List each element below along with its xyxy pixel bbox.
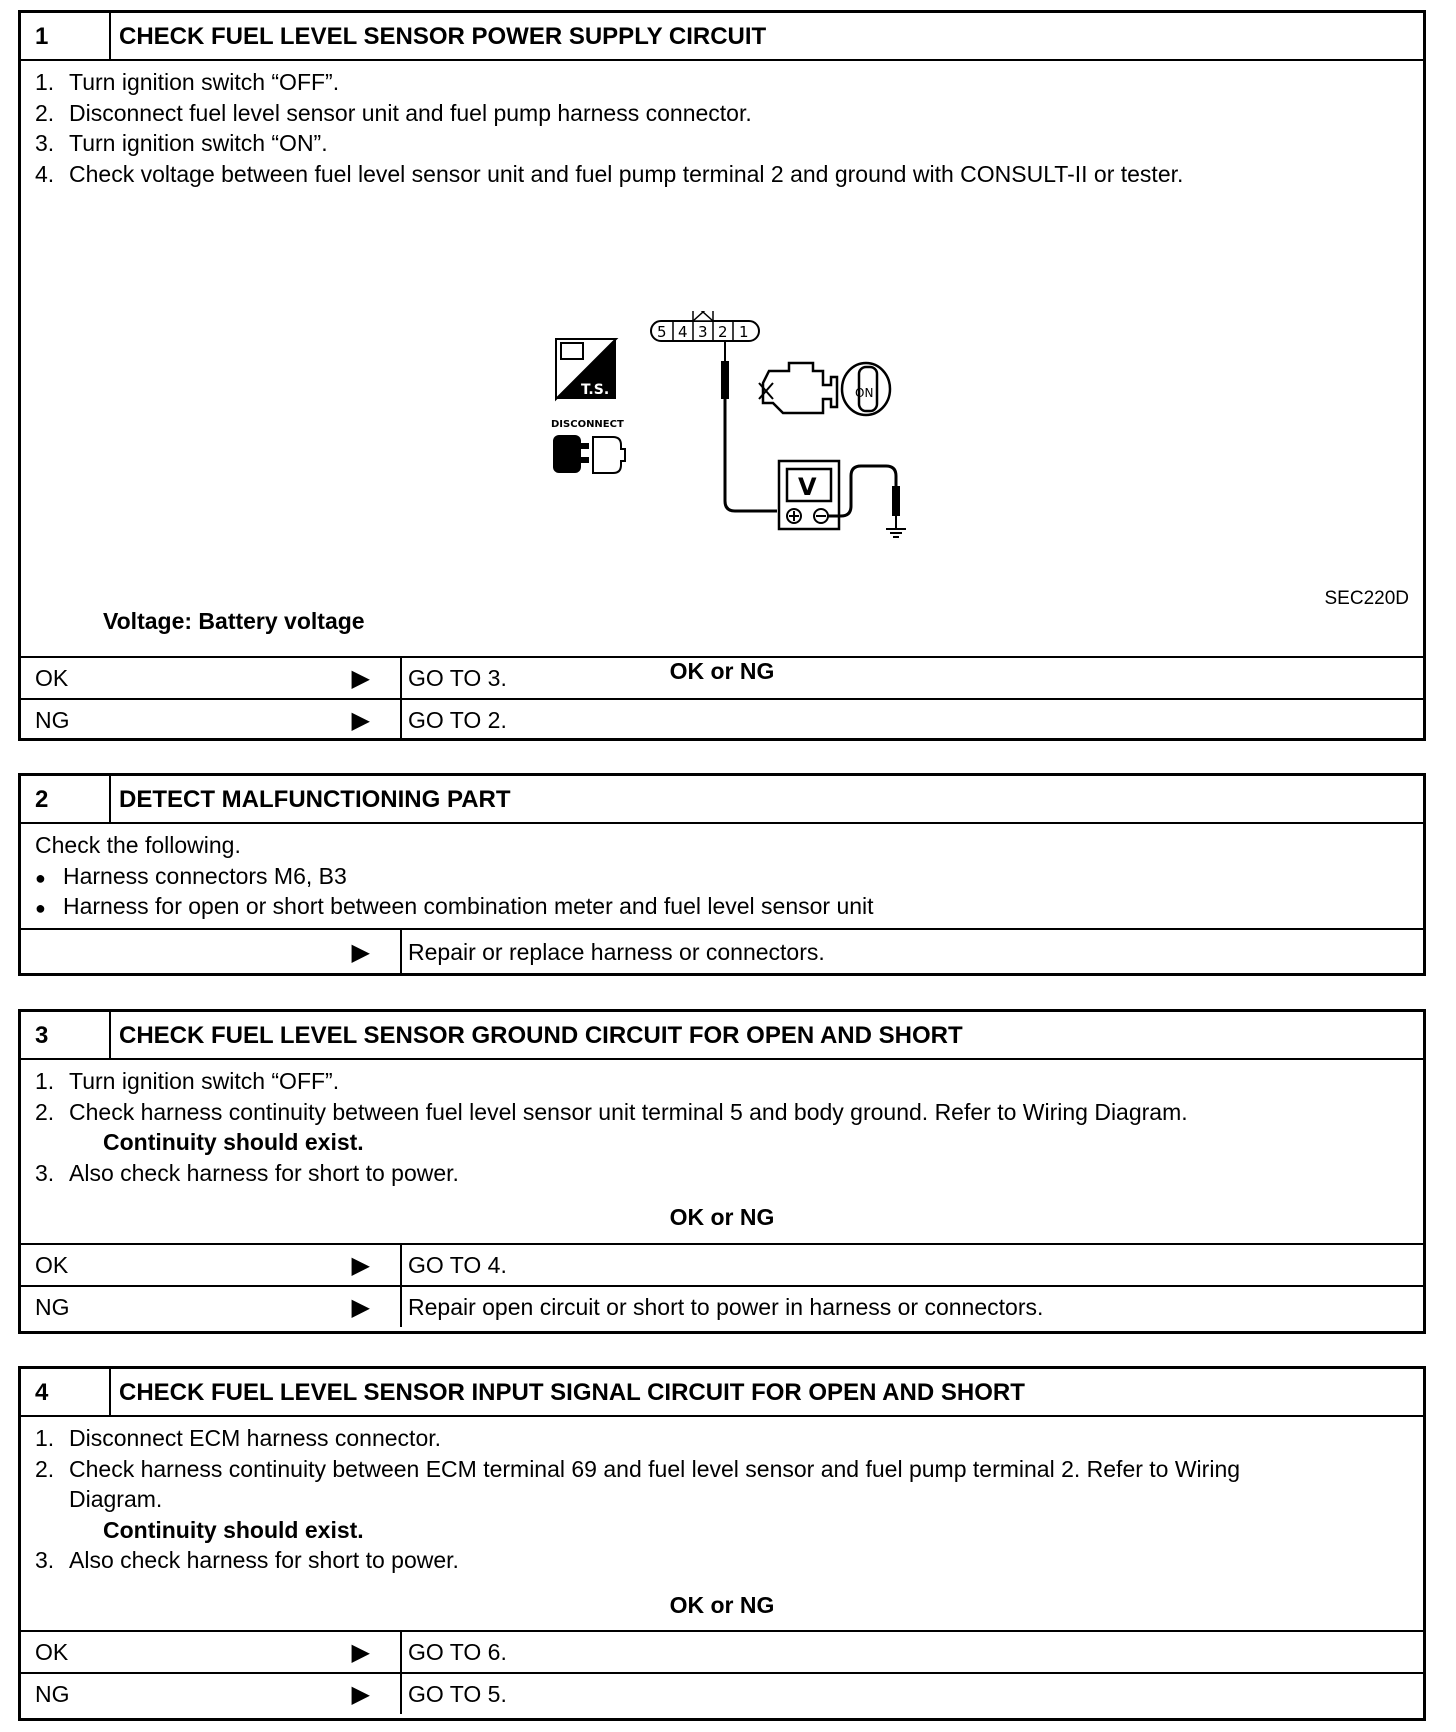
arrow-right-icon: ▶	[351, 664, 370, 692]
step-3-body	[21, 1060, 1423, 1243]
ok-row	[21, 1630, 1423, 1672]
spec-continuity: Continuity should exist.	[103, 1516, 364, 1543]
disconnect-icon	[551, 419, 625, 473]
bullet-item: ● Harness for open or short between combination meter and fuel level sensor unit	[35, 891, 1409, 922]
arrow-right-icon: ▶	[351, 706, 370, 734]
step-title: CHECK FUEL LEVEL SENSOR GROUND CIRCUIT FOR OPEN AND SHORT	[119, 1022, 963, 1049]
ng-row	[21, 698, 1423, 740]
ok-or-ng-label: OK or NG	[669, 1591, 775, 1618]
spec-continuity: Continuity should exist.	[103, 1129, 364, 1155]
ng-row	[21, 1285, 1423, 1327]
ok-result: GO TO 4.	[408, 1251, 507, 1278]
arrow-right-icon: ▶	[351, 1680, 370, 1708]
instruction-2-continued: Diagram.	[69, 1486, 163, 1512]
arrow-right-icon: ▶	[351, 1638, 370, 1666]
ng-result: GO TO 2.	[408, 706, 507, 733]
step-3-header	[21, 1012, 1423, 1060]
step-title: CHECK FUEL LEVEL SENSOR INPUT SIGNAL CIRCUIT FOR OPEN AND SHORT	[119, 1379, 1025, 1406]
instruction-2: 2. Check harness continuity between fuel level sensor unit terminal 5 and body ground. Refer to Wiring Diagram.	[35, 1098, 1188, 1125]
result-row	[21, 928, 1423, 974]
test-lead-positive	[721, 341, 777, 511]
pin-4-label: 4	[678, 323, 688, 341]
ok-label: OK	[35, 1251, 69, 1278]
instruction-3: 3. Also check harness for short to power.	[35, 1547, 459, 1573]
engine-icon	[759, 363, 837, 413]
voltmeter-icon	[779, 461, 839, 529]
ts-label: T.S.	[581, 382, 610, 398]
ng-result: GO TO 5.	[408, 1680, 507, 1707]
figure-code: SEC220D	[1324, 588, 1409, 609]
ok-result: GO TO 6.	[408, 1638, 507, 1665]
arrow-right-icon: ▶	[351, 1293, 370, 1321]
ok-row	[21, 1243, 1423, 1285]
ng-result: Repair open circuit or short to power in harness or connectors.	[408, 1293, 1044, 1320]
key-on-label: ON	[855, 386, 874, 400]
step-number: 2	[21, 776, 111, 822]
arrow-right-icon: ▶	[351, 1251, 370, 1279]
step-3-box	[18, 1009, 1426, 1334]
bullet-item: ● Harness connectors M6, B3	[35, 861, 1409, 892]
step-2-header	[21, 776, 1423, 824]
ng-row	[21, 1672, 1423, 1714]
ok-label: OK	[35, 664, 69, 691]
voltage-check-diagram	[541, 311, 961, 561]
step-number: 4	[21, 1369, 111, 1415]
step-2-result: Repair or replace harness or connectors.	[408, 938, 825, 965]
ignition-key-on-icon	[842, 363, 890, 415]
step-4-header	[21, 1369, 1423, 1417]
step-title: CHECK FUEL LEVEL SENSOR POWER SUPPLY CIRCUIT	[119, 23, 767, 50]
step-4-body	[21, 1417, 1423, 1630]
step-number: 1	[21, 13, 111, 59]
instruction-4: 4. Check voltage between fuel level sensor unit and fuel pump terminal 2 and ground with CONSULT-II or tester.	[35, 160, 1184, 187]
disconnect-label: DISCONNECT	[551, 419, 624, 430]
ng-label: NG	[35, 706, 70, 733]
instruction-1: 1. Turn ignition switch “OFF”.	[35, 69, 340, 95]
ts-icon	[556, 339, 616, 399]
bullet-icon: ●	[35, 898, 46, 918]
step-4-box	[18, 1366, 1426, 1721]
ng-label: NG	[35, 1680, 70, 1707]
ok-label: OK	[35, 1638, 69, 1665]
step-1-header	[21, 13, 1423, 61]
instruction-1: 1. Turn ignition switch “OFF”.	[35, 1068, 340, 1094]
voltmeter-label: V	[798, 473, 817, 501]
step-number: 3	[21, 1012, 111, 1058]
instruction-2: 2. Check harness continuity between ECM terminal 69 and fuel level sensor and fuel pump terminal 2. Refer to Wiring	[35, 1455, 1241, 1482]
bullet-icon: ●	[35, 867, 46, 888]
instruction-3: 3. Turn ignition switch “ON”.	[35, 130, 328, 156]
step-1-box	[18, 10, 1426, 741]
pin-3-label: 3	[698, 323, 708, 341]
ng-label: NG	[35, 1293, 70, 1320]
step-2-box	[18, 773, 1426, 976]
harness-connector	[651, 311, 759, 341]
instruction-1: 1. Disconnect ECM harness connector.	[35, 1425, 442, 1451]
pin-5-label: 5	[657, 323, 667, 341]
pin-1-label: 1	[739, 323, 749, 341]
pin-2-label: 2	[718, 323, 728, 341]
spec-voltage: Voltage: Battery voltage	[103, 608, 365, 634]
instruction-2: 2. Disconnect fuel level sensor unit and fuel pump harness connector.	[35, 99, 752, 126]
instruction-3: 3. Also check harness for short to power.	[35, 1159, 459, 1186]
ok-or-ng-label: OK or NG	[669, 1204, 775, 1230]
ok-result: GO TO 3.	[408, 664, 507, 691]
step-title: DETECT MALFUNCTIONING PART	[119, 786, 511, 813]
check-intro: Check the following.	[35, 832, 241, 858]
arrow-right-icon: ▶	[351, 938, 370, 966]
step-2-body	[21, 824, 1423, 928]
ok-or-ng-label: OK or NG	[669, 658, 775, 684]
